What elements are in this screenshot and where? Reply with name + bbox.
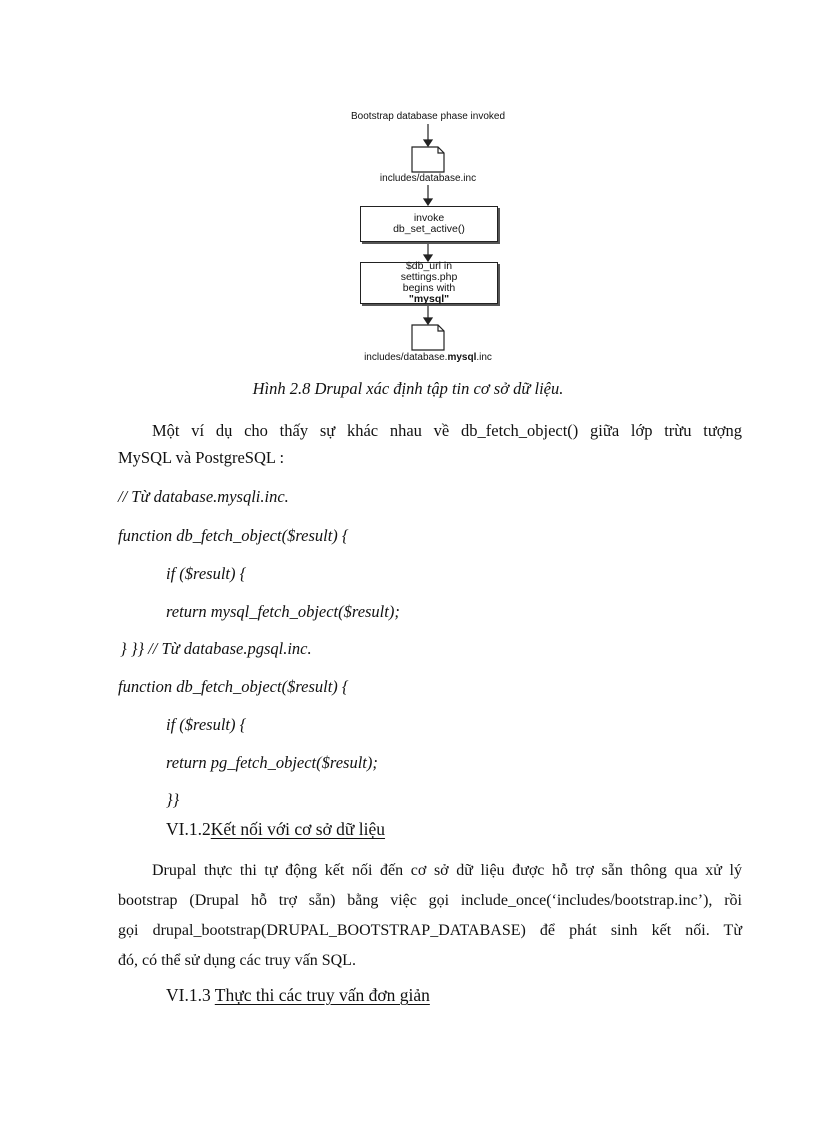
diagram-box-db-url [360, 262, 498, 304]
section-heading-1-2 [166, 819, 385, 840]
file2-prefix: includes/database. [364, 352, 448, 363]
document-icon [412, 147, 444, 172]
section-title: Thực thi các truy vấn đơn giản [214, 985, 430, 1005]
code-line: }} [166, 790, 180, 809]
file2-suffix: .inc [476, 352, 492, 363]
paragraph-line: gọi drupal_bootstrap(DRUPAL_BOOTSTRAP_DATABASE) để phát sinh kết nối. Từ [118, 922, 742, 939]
box-invoke-line2: db_set_active() [393, 223, 465, 235]
code-line: function db_fetch_object($result) { [118, 677, 349, 696]
body-paragraph [118, 856, 742, 976]
paragraph-line: Drupal thực thi tự động kết nối đến cơ sở dữ liệu được hỗ trợ sẵn thông qua xử lý [152, 862, 742, 879]
figure-caption: Hình 2.8 Drupal xác định tập tin cơ sở dữ liệu. [252, 379, 564, 398]
box-db-url-line4: "mysql" [408, 293, 450, 305]
box-invoke-line1: invoke [413, 212, 445, 224]
section-title: Kết nối với cơ sở dữ liệu [210, 819, 386, 839]
section-heading-1-3 [166, 985, 430, 1006]
code-line: if ($result) { [166, 715, 247, 734]
code-line: if ($result) { [166, 564, 247, 583]
diagram-connectors [0, 0, 816, 380]
code-line: return pg_fetch_object($result); [166, 753, 378, 772]
code-line: } }} // Từ database.pgsql.inc. [116, 639, 312, 658]
paragraph-line: đó, có thể sử dụng các truy vấn SQL. [118, 952, 356, 969]
diagram-box-invoke [360, 206, 498, 242]
diagram-file1-label: includes/database.inc [379, 173, 477, 184]
section-number: VI.1.3 [166, 985, 211, 1005]
diagram-file2-label [308, 352, 548, 363]
intro-line-1-text: Một ví dụ cho thấy sự khác nhau về db_fetch_object() giữa lớp trừu tượng [152, 421, 742, 440]
paragraph-line: bootstrap (Drupal hỗ trợ sẵn) bằng việc gọi include_once(‘includes/bootstrap.inc’), rồi [118, 892, 742, 909]
intro-line-2: MySQL và PostgreSQL : [118, 448, 285, 467]
code-line: return mysql_fetch_object($result); [166, 602, 400, 621]
diagram-start-label: Bootstrap database phase invoked [351, 111, 505, 122]
document-icon [412, 325, 444, 350]
box-db-url-line3: begins with [402, 282, 456, 294]
code-line: // Từ database.mysqli.inc. [118, 487, 289, 506]
file2-bold: mysql [447, 352, 477, 363]
code-line: function db_fetch_object($result) { [118, 526, 349, 545]
intro-line-1 [152, 420, 742, 442]
box-db-url-line1: $db_url in [405, 260, 453, 272]
section-number: VI.1.2 [166, 819, 211, 839]
box-db-url-line2: settings.php [400, 271, 458, 283]
